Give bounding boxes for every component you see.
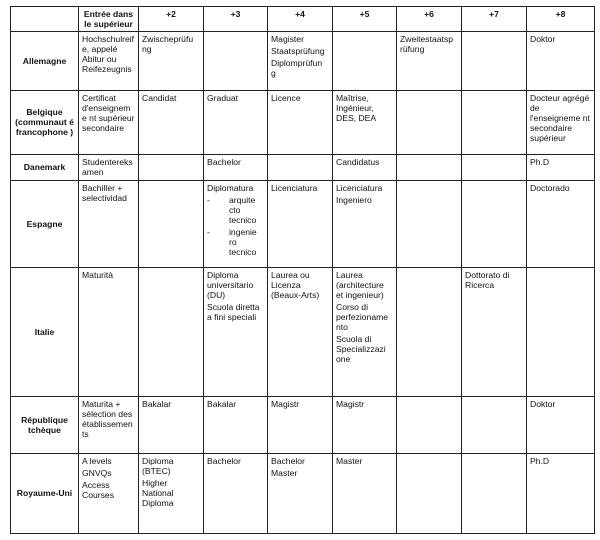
degree-cell bbox=[333, 180, 397, 267]
cell-line: Master bbox=[271, 467, 298, 478]
degree-cell bbox=[139, 267, 204, 396]
country-name-cell bbox=[11, 453, 79, 533]
cell-line: Scuola diretta a fini speciali bbox=[207, 301, 260, 322]
cell-line: Laurea ou Licenza (Beaux-Arts) bbox=[271, 269, 320, 300]
degree-cell bbox=[397, 32, 462, 91]
cell-line: Hochschulreif e, appelé Abitur ou Reifezeugnis bbox=[82, 34, 135, 74]
country-name: République tchèque bbox=[21, 414, 68, 435]
degree-cell bbox=[139, 453, 204, 533]
level-header: +8 bbox=[527, 7, 595, 32]
degree-cell bbox=[333, 396, 397, 453]
degree-cell bbox=[527, 91, 595, 154]
level-header: +6 bbox=[397, 7, 462, 32]
cell-line: Higher National Diploma bbox=[142, 477, 174, 508]
degree-cell bbox=[527, 453, 595, 533]
degree-cell bbox=[268, 91, 333, 154]
level-header: +5 bbox=[333, 7, 397, 32]
cell-line: Zwischeprüfu ng bbox=[142, 34, 194, 54]
country-name-cell bbox=[11, 180, 79, 267]
degree-cell bbox=[462, 32, 527, 91]
degree-cell bbox=[268, 154, 333, 180]
degree-cell bbox=[527, 154, 595, 180]
degree-cell bbox=[462, 396, 527, 453]
cell-line: Diploma universitario (DU) bbox=[207, 269, 254, 300]
country-name: Italie bbox=[34, 326, 55, 337]
degree-cell bbox=[204, 267, 268, 396]
country-name: Royaume-Uni bbox=[16, 488, 73, 499]
cell-line: Corso di perfezioname nto bbox=[336, 301, 389, 332]
country-row bbox=[11, 267, 595, 396]
entry-cell bbox=[79, 453, 139, 533]
cell-line: Diplomatura bbox=[207, 182, 254, 193]
bullet-text: ingenie ro tecnico bbox=[229, 226, 257, 257]
entry-cell bbox=[79, 396, 139, 453]
cell-line: Laurea (architecture et ingenieur) bbox=[336, 269, 384, 300]
cell-line: Licenciatura bbox=[271, 182, 318, 193]
country-name-cell bbox=[11, 396, 79, 453]
cell-line: Master bbox=[336, 455, 363, 466]
degree-cell bbox=[333, 154, 397, 180]
degree-cell bbox=[397, 154, 462, 180]
degree-cell bbox=[527, 32, 595, 91]
cell-line: Diploma (BTEC) bbox=[142, 455, 174, 476]
cell-line: Staatsprüfung bbox=[271, 46, 325, 56]
cell-line: Ph.D bbox=[530, 156, 550, 167]
degree-cell bbox=[268, 396, 333, 453]
entry-cell bbox=[79, 267, 139, 396]
cell-line: Candidat bbox=[142, 93, 177, 104]
degree-cell bbox=[397, 91, 462, 154]
cell-line: Magistr bbox=[271, 398, 300, 409]
entry-header bbox=[79, 7, 139, 32]
country-row bbox=[11, 180, 595, 267]
country-row bbox=[11, 396, 595, 453]
country-name: Belgique (communaut é francophone ) bbox=[15, 107, 74, 138]
cell-line: Ph.D bbox=[530, 455, 550, 466]
degree-cell bbox=[462, 267, 527, 396]
bullet-dash-icon: - bbox=[207, 194, 210, 205]
degree-cell bbox=[527, 396, 595, 453]
degree-cell bbox=[462, 180, 527, 267]
cell-line: Licenciatura bbox=[336, 182, 383, 193]
degree-cell bbox=[268, 180, 333, 267]
cell-line: Access Courses bbox=[82, 479, 114, 500]
level-header: +7 bbox=[462, 7, 527, 32]
degree-cell bbox=[527, 267, 595, 396]
degree-cell bbox=[397, 180, 462, 267]
cell-line: Bachelor bbox=[271, 455, 305, 466]
cell-line: Scuola di Specializzazi one bbox=[336, 333, 386, 364]
degree-cell bbox=[204, 91, 268, 154]
cell-line: Maîtrise, Ingénieur, DES, DEA bbox=[336, 93, 377, 124]
degree-cell bbox=[333, 453, 397, 533]
degree-cell bbox=[139, 154, 204, 180]
degree-cell bbox=[204, 180, 268, 267]
bullet-dash-icon: - bbox=[207, 226, 210, 237]
degree-cell bbox=[462, 154, 527, 180]
country-row bbox=[11, 154, 595, 180]
degree-cell bbox=[139, 180, 204, 267]
cell-line: Bakalar bbox=[207, 398, 237, 409]
degree-cell bbox=[397, 267, 462, 396]
entry-cell bbox=[79, 180, 139, 267]
degree-cell bbox=[204, 396, 268, 453]
bullet-text: arquite cto tecnico bbox=[229, 194, 257, 225]
corner-cell bbox=[11, 7, 79, 32]
degree-cell bbox=[204, 32, 268, 91]
country-row bbox=[11, 453, 595, 533]
degree-cell bbox=[333, 91, 397, 154]
cell-line: Doktor bbox=[530, 34, 556, 44]
degree-cell bbox=[204, 453, 268, 533]
cell-line: Bachelor bbox=[207, 156, 241, 167]
degree-cell bbox=[397, 396, 462, 453]
country-name: Espagne bbox=[26, 218, 63, 229]
degree-cell bbox=[333, 267, 397, 396]
cell-line: Docteur agrégé de l'enseigneme nt secondaire supérieur bbox=[530, 93, 590, 144]
level-header: +3 bbox=[204, 7, 268, 32]
cell-line: Bachelor bbox=[207, 455, 241, 466]
cell-line: A levels bbox=[82, 455, 112, 466]
entry-cell bbox=[79, 91, 139, 154]
cell-line: Magistr bbox=[336, 398, 365, 409]
country-name-cell bbox=[11, 91, 79, 154]
cell-line: Bakalar bbox=[142, 398, 172, 409]
cell-line: Certificat d'enseigneme nt supérieur secondaire bbox=[82, 93, 135, 134]
cell-line: Bachiller + selectividad bbox=[82, 182, 127, 203]
cell-line: Doktor bbox=[530, 398, 556, 409]
degree-cell bbox=[462, 453, 527, 533]
cell-line: Diplomprüfun g bbox=[271, 58, 323, 78]
cell-line: Magister bbox=[271, 34, 304, 44]
degree-cell bbox=[527, 180, 595, 267]
country-name: Allemagne bbox=[22, 56, 67, 67]
entry-cell bbox=[79, 154, 139, 180]
degree-cell bbox=[268, 453, 333, 533]
degree-cell bbox=[139, 91, 204, 154]
cell-line: Zweitestaatsp rüfung bbox=[400, 34, 454, 54]
degree-cell bbox=[462, 91, 527, 154]
header-row bbox=[11, 7, 595, 32]
degrees-table bbox=[10, 6, 595, 534]
cell-line: Maturita + sélection des établissements bbox=[82, 398, 133, 439]
entry-header-label: Entrée dans le supérieur bbox=[83, 9, 134, 29]
cell-line: Studentereks amen bbox=[82, 156, 133, 177]
table-body bbox=[11, 32, 595, 534]
cell-line: Ingeniero bbox=[336, 194, 372, 205]
degree-cell bbox=[397, 453, 462, 533]
cell-line: Doctorado bbox=[530, 182, 570, 193]
degree-cell bbox=[333, 32, 397, 91]
bullet-item bbox=[207, 195, 264, 225]
degree-cell bbox=[139, 32, 204, 91]
degree-cell bbox=[139, 396, 204, 453]
country-row bbox=[11, 32, 595, 91]
cell-line: Graduat bbox=[207, 93, 239, 104]
bullet-item bbox=[207, 227, 264, 257]
cell-line: Licence bbox=[271, 93, 301, 104]
cell-line: Dottorato di Ricerca bbox=[465, 269, 510, 290]
country-name: Danemark bbox=[23, 162, 66, 173]
cell-line: GNVQs bbox=[82, 467, 112, 478]
cell-line: Candidatus bbox=[336, 156, 380, 167]
cell-line: Maturità bbox=[82, 269, 114, 280]
country-name-cell bbox=[11, 267, 79, 396]
country-name-cell bbox=[11, 154, 79, 180]
level-header: +4 bbox=[268, 7, 333, 32]
entry-cell bbox=[79, 32, 139, 91]
country-row bbox=[11, 91, 595, 154]
degree-cell bbox=[204, 154, 268, 180]
degree-cell bbox=[268, 267, 333, 396]
degree-cell bbox=[268, 32, 333, 91]
level-header: +2 bbox=[139, 7, 204, 32]
country-name-cell bbox=[11, 32, 79, 91]
